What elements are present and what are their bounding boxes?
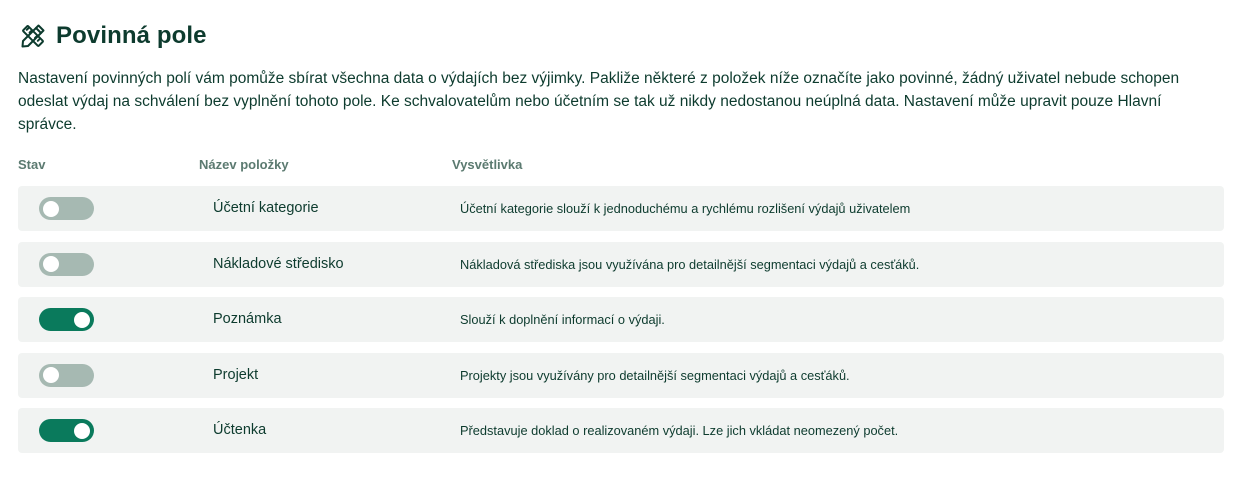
toggle-knob (43, 256, 59, 272)
field-explanation: Projekty jsou využívány pro detailnější segmentaci výdajů a cesťáků. (460, 367, 850, 383)
required-toggle[interactable] (39, 197, 94, 220)
pencil-ruler-icon (18, 21, 48, 51)
required-toggle[interactable] (39, 419, 94, 442)
field-name: Nákladové středisko (213, 255, 344, 272)
toggle-knob (43, 201, 59, 217)
page-header (18, 20, 207, 52)
required-fields-list (18, 186, 1224, 464)
field-name: Účetní kategorie (213, 200, 319, 216)
table-row (18, 297, 1224, 342)
required-toggle[interactable] (39, 364, 94, 387)
table-row (18, 186, 1224, 231)
column-header-nazev: Název položky (199, 157, 289, 172)
field-name: Projekt (213, 366, 259, 383)
table-row (18, 408, 1224, 453)
required-toggle[interactable] (39, 308, 94, 331)
table-row (18, 242, 1224, 287)
toggle-knob (74, 423, 90, 439)
toggle-knob (74, 312, 90, 328)
page-description: Nastavení povinných polí vám pomůže sbírat všechna data o výdajích bez výjimky. Pakliže některé z položek níže označíte jako povinné, žádný uživatel nebude schopen odeslat výdaj na schválení bez vyplnění tohoto pole. Ke schvalovatelům nebo účetním se tak už nikdy nedostanou neúplná data. Nastavení může upravit pouze Hlavní správce. (18, 70, 1180, 133)
field-explanation: Slouží k doplnění informací o výdaji. (460, 312, 665, 327)
column-header-vysvetlivka: Vysvětlivka (452, 157, 523, 172)
table-row (18, 353, 1224, 398)
field-explanation: Účetní kategorie slouží k jednoduchému a rychlému rozlišení výdajů uživatelem (460, 201, 911, 216)
toggle-knob (43, 367, 59, 383)
table-header (0, 157, 1250, 175)
field-explanation: Nákladová střediska jsou využívána pro detailnější segmentaci výdajů a cesťáků. (460, 256, 920, 272)
field-explanation: Představuje doklad o realizovaném výdaji. Lze jich vkládat neomezený počet. (460, 423, 899, 438)
column-header-stav: Stav (18, 157, 46, 172)
page-title: Povinná pole (56, 22, 207, 49)
field-name: Poznámka (213, 311, 282, 327)
required-toggle[interactable] (39, 253, 94, 276)
field-name: Účtenka (213, 422, 267, 438)
